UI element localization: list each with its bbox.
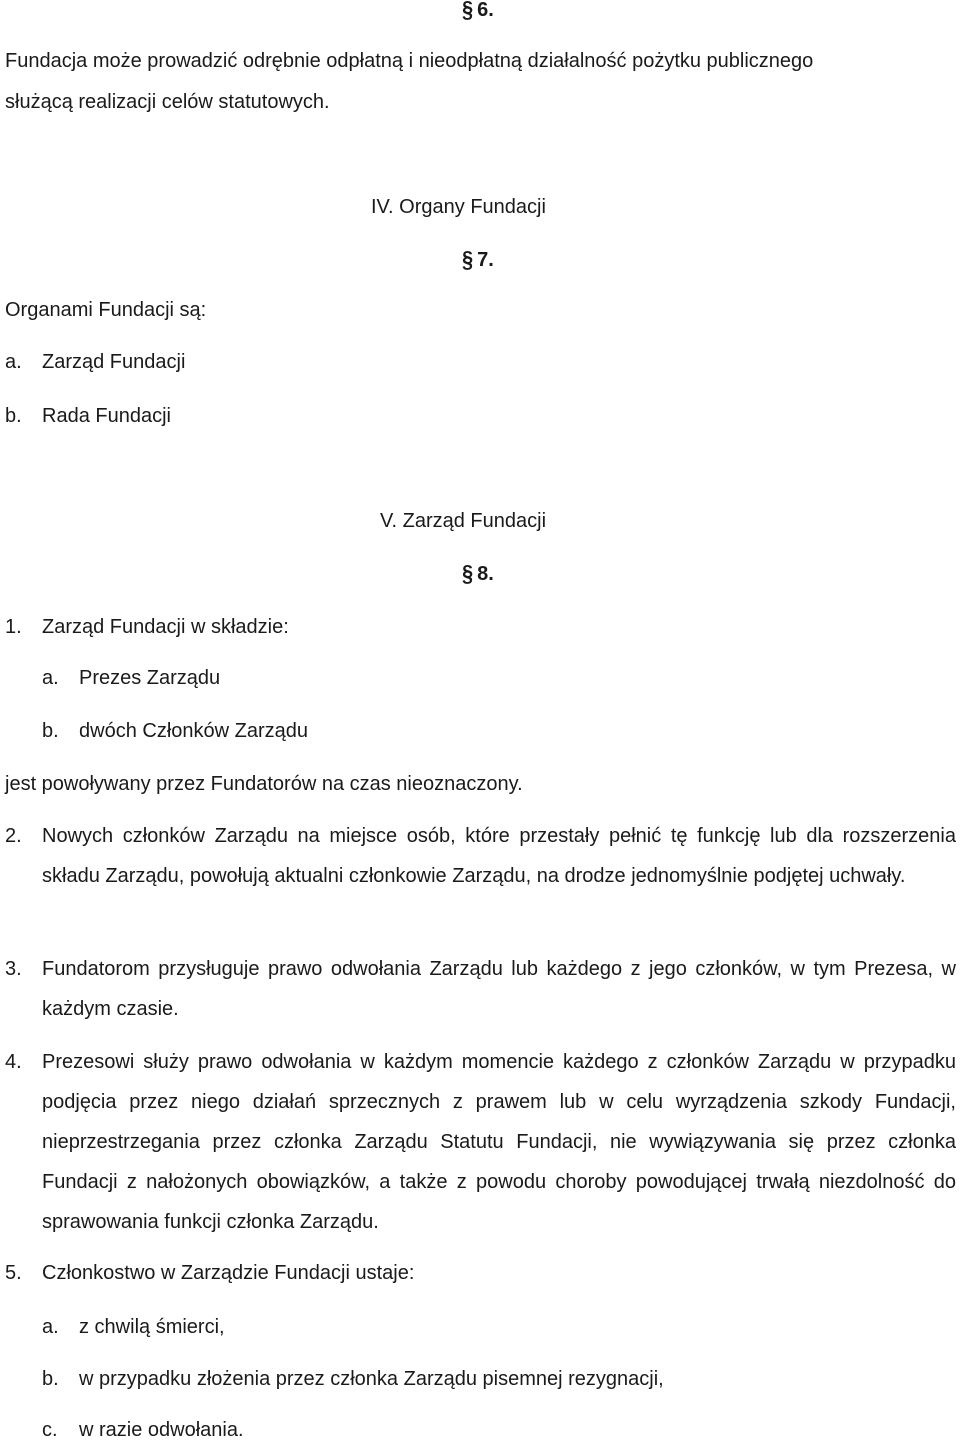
point-5-item-b [42,1367,664,1391]
point-2-marker: 2. [5,825,22,847]
point-2-text: Nowych członków Zarządu na miejsce osób, które przestały pełnić tę funkcję lub dla rozszerzenia składu Zarządu, powołują aktualni członkowie Zarządu, na drodze jednomyślnie podjętej uchwały. [42,825,956,887]
organs-item-b [5,404,171,428]
section-7-number: 7. [477,249,494,271]
list-text: w razie odwołania. [79,1419,244,1441]
organs-item-a [5,350,186,374]
list-text: w przypadku złożenia przez członka Zarządu pisemnej rezygnacji, [79,1368,664,1390]
para6-line1: Fundacja może prowadzić odrębnie odpłatną i nieodpłatną działalność pożytku publicznego [5,50,814,72]
point-4-text: Prezesowi służy prawo odwołania w każdym momencie każdego z członków Zarządu w przypadku podjęcia przez niego działań sprzecznych z prawem lub w celu wyrządzenia szkody Fundacji, nieprzestrzegania przez członka Zarządu Statutu Fundacji, nie wywiązywania się przez członka Fundacji z nałożonych obowiązków, a także z powodu choroby powodującej trwałą niezdolność do sprawowania funkcji członka Zarządu. [42,1051,956,1233]
point-1-item-a [42,666,221,690]
point-marker: 1. [5,616,22,638]
list-marker: c. [42,1419,58,1441]
list-text: Rada Fundacji [42,405,171,427]
chapter-4-title: IV. Organy Fundacji [371,196,546,218]
point-3-marker: 3. [5,958,22,980]
point-text: Członkostwo w Zarządzie Fundacji ustaje: [42,1262,415,1284]
section-sign: § [462,247,474,273]
section-8-number: 8. [477,563,494,585]
section-sign: § [462,561,474,587]
list-marker: a. [42,667,59,689]
point-3-text: Fundatorom przysługuje prawo odwołania Zarządu lub każdego z jego członków, w tym Prezesa, w każdym czasie. [42,958,956,1020]
list-marker: a. [42,1316,59,1338]
point-1-item-b [42,719,308,743]
list-marker: b. [42,720,59,742]
chapter-5-title: V. Zarząd Fundacji [380,510,547,532]
point-marker: 5. [5,1262,22,1284]
list-marker: b. [42,1368,59,1390]
point-5 [5,1261,415,1285]
list-text: Prezes Zarządu [79,667,221,689]
section-8-heading [462,562,494,586]
point-1-closing: jest powoływany przez Fundatorów na czas nieoznaczony. [5,773,523,795]
list-text: Zarząd Fundacji [42,351,186,373]
list-text: dwóch Członków Zarządu [79,720,308,742]
organs-intro: Organami Fundacji są: [5,299,207,321]
section-7-heading [462,248,494,272]
point-text: Zarząd Fundacji w składzie: [42,616,289,638]
point-1 [5,615,289,639]
section-6-number: 6. [477,0,494,21]
section-6-heading [462,0,494,22]
list-text: z chwilą śmierci, [79,1316,225,1338]
point-5-item-a [42,1315,225,1339]
list-marker: b. [5,405,22,427]
point-5-item-c [42,1418,244,1442]
list-marker: a. [5,351,22,373]
point-4-marker: 4. [5,1051,22,1073]
para6-line2: służącą realizacji celów statutowych. [5,91,330,113]
section-sign: § [462,0,474,23]
